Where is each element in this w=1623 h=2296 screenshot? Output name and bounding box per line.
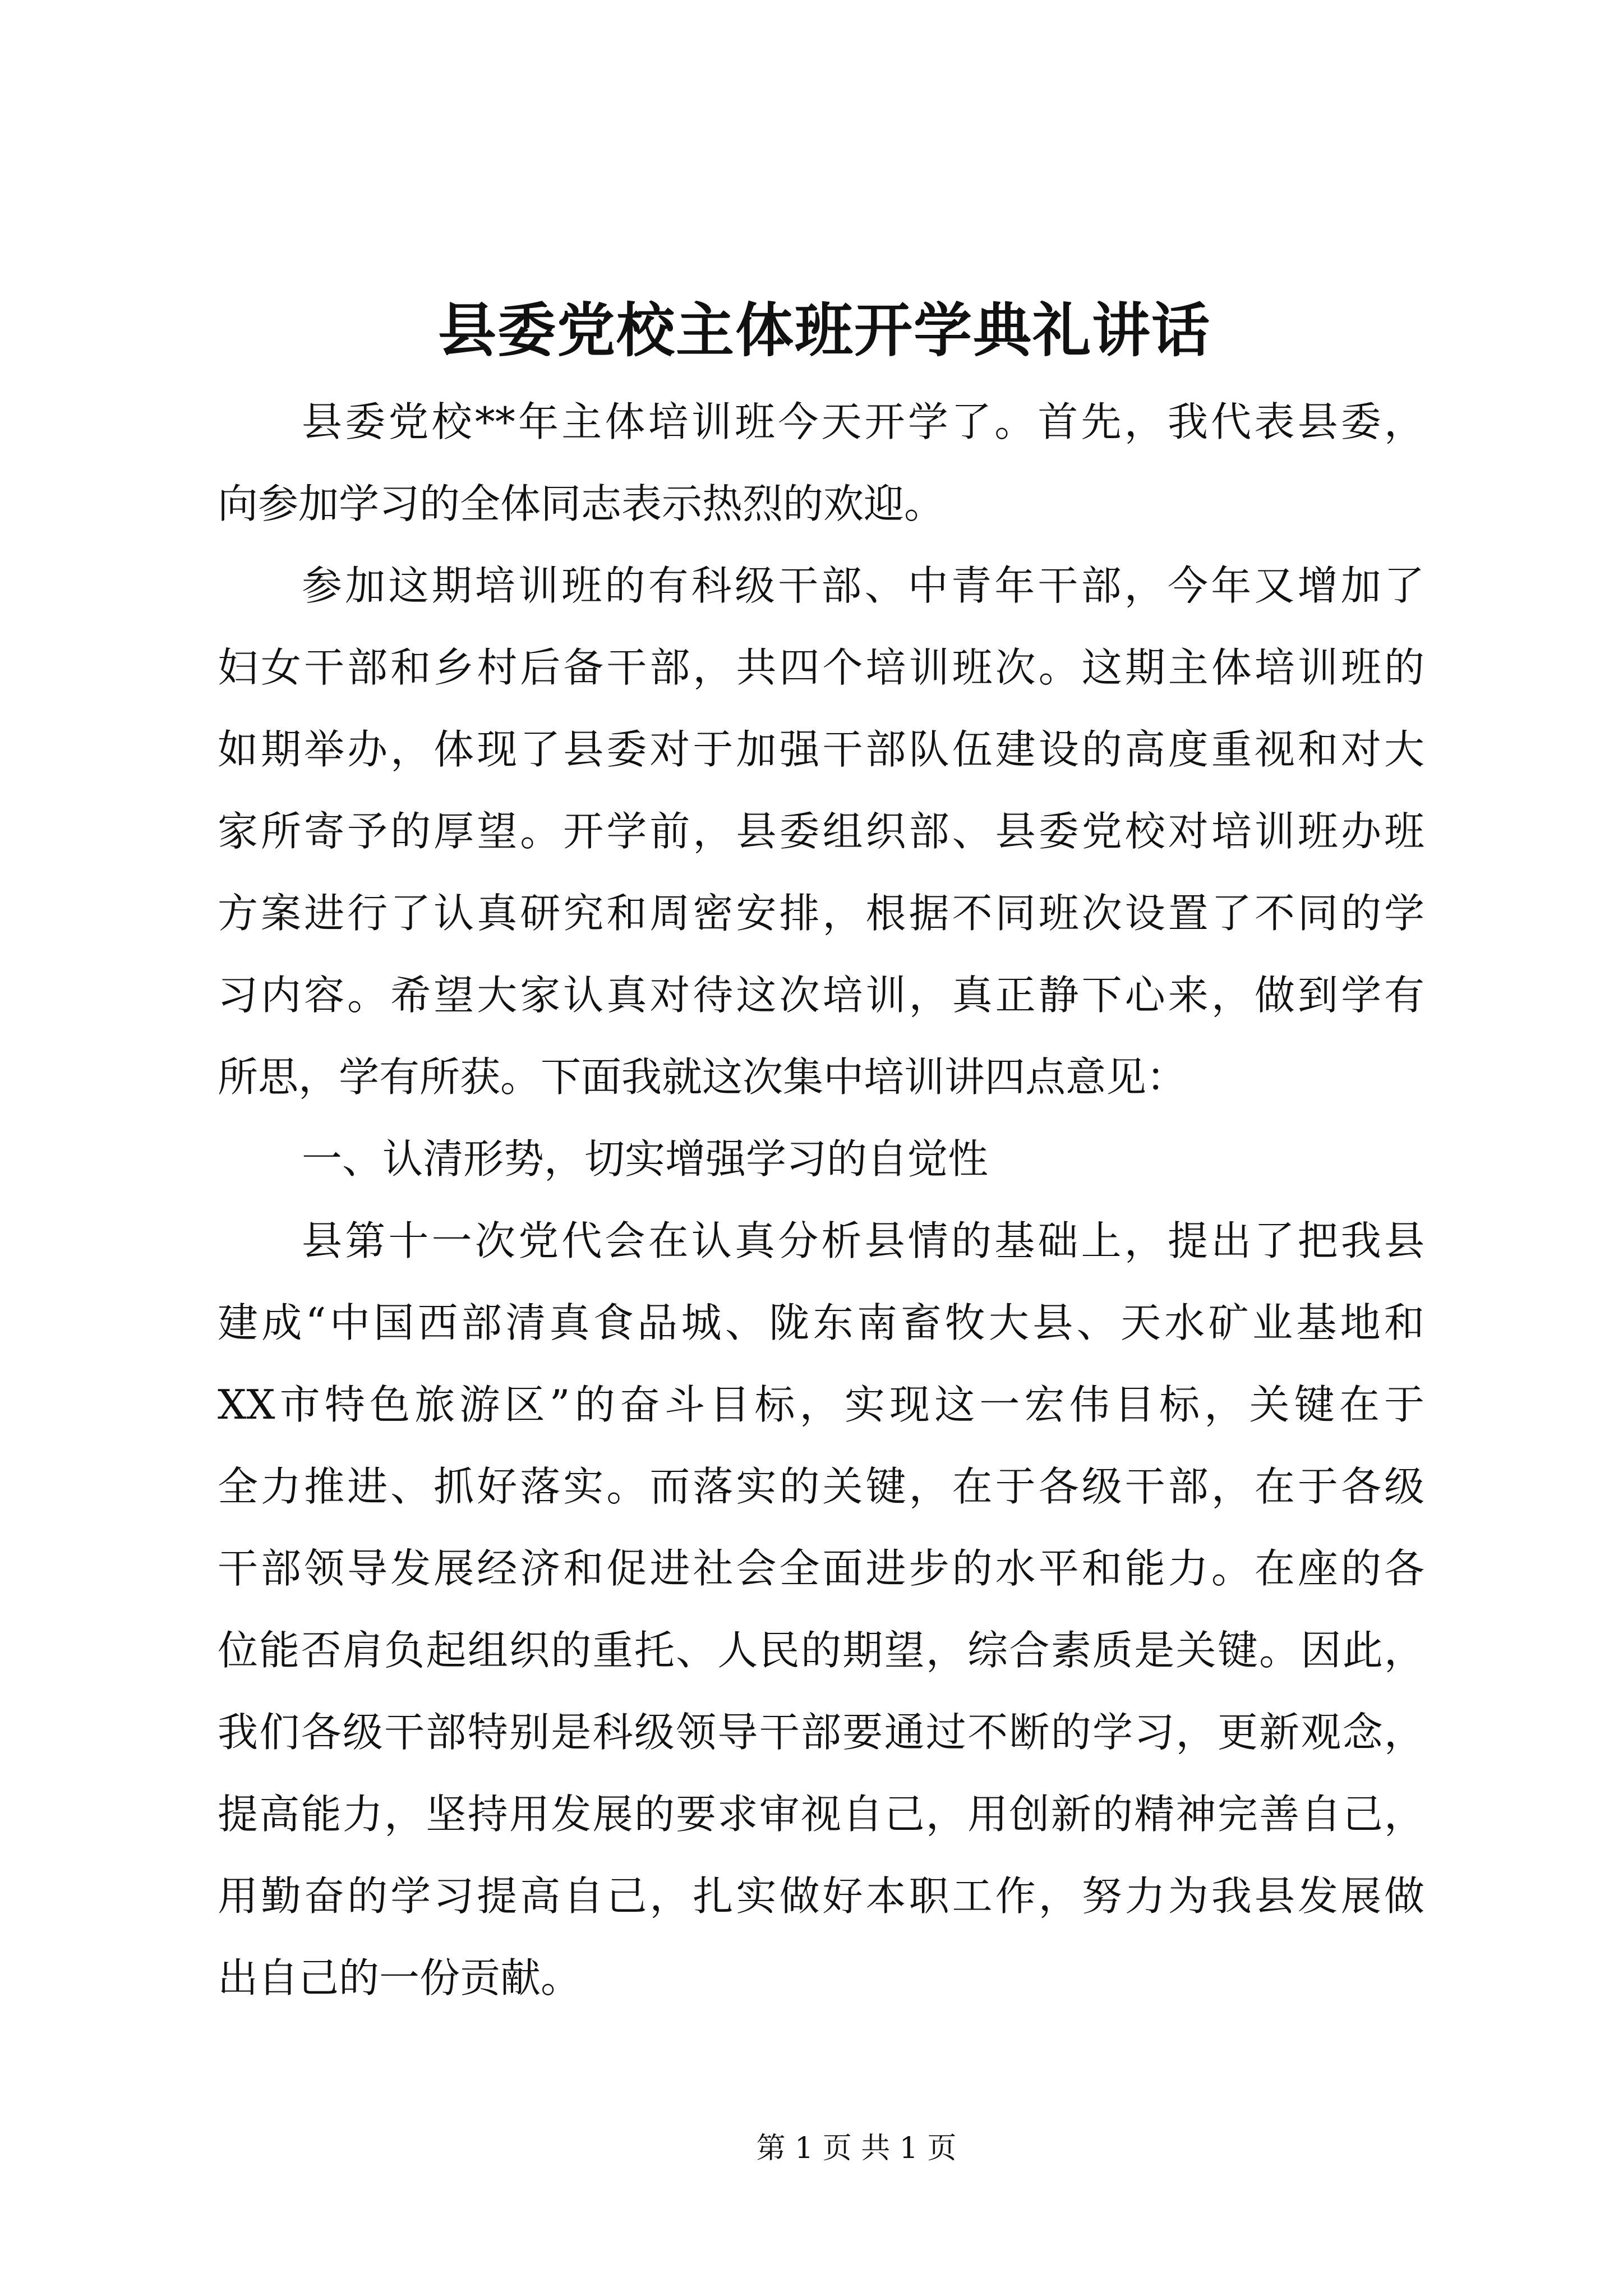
text-line: 县第十一次党代会在认真分析县情的基础上，提出了把我县: [302, 1217, 1424, 1264]
paragraph: [218, 545, 1424, 1118]
section-heading-text: 一、认清形势，切实增强学习的自觉性: [302, 1135, 989, 1182]
text-line: 全力推进、抓好落实。而落实的关键，在于各级干部，在于各级: [218, 1463, 1424, 1510]
document-body: [218, 381, 1424, 2019]
text-line: 干部领导发展经济和促进社会全面进步的水平和能力。在座的各: [218, 1545, 1424, 1592]
text-line: 如期举办，体现了县委对于加强干部队伍建设的高度重视和对大: [218, 726, 1424, 773]
text-line: 出自己的一份贡献。: [218, 1954, 582, 2001]
text-line: XX市特色旅游区”的奋斗目标，实现这一宏伟目标，关键在于: [218, 1381, 1424, 1428]
text-line: 方案进行了认真研究和周密安排，根据不同班次设置了不同的学: [218, 890, 1424, 937]
text-line: 参加这期培训班的有科级干部、中青年干部，今年又增加了: [302, 562, 1424, 609]
paragraph: [218, 381, 1424, 545]
text-line: 县委党校**年主体培训班今天开学了。首先，我代表县委，: [302, 398, 1424, 445]
text-line: 向参加学习的全体同志表示热烈的欢迎。: [218, 480, 945, 527]
document-title: 县委党校主体班开学典礼讲话: [437, 296, 1211, 365]
paragraph: [218, 1200, 1424, 2019]
text-line: 所思，学有所获。下面我就这次集中培训讲四点意见：: [218, 1053, 1187, 1101]
text-line: 家所寄予的厚望。开学前，县委组织部、县委党校对培训班办班: [218, 808, 1424, 855]
text-line: 用勤奋的学习提高自己，扎实做好本职工作，努力为我县发展做: [218, 1872, 1424, 1920]
page-number-footer: 第 1 页 共 1 页: [756, 2132, 957, 2165]
section-heading: [218, 1118, 1424, 1200]
text-line: 提高能力，坚持用发展的要求审视自己，用创新的精神完善自己，: [218, 1791, 1424, 1838]
text-line: 我们各级干部特别是科级领导干部要通过不断的学习，更新观念，: [218, 1709, 1424, 1756]
text-line: 建成“中国西部清真食品城、陇东南畜牧大县、天水矿业基地和: [218, 1299, 1424, 1346]
text-line: 习内容。希望大家认真对待这次培训，真正静下心来，做到学有: [218, 972, 1424, 1019]
text-line: 位能否肩负起组织的重托、人民的期望，综合素质是关键。因此，: [218, 1627, 1424, 1674]
text-line: 妇女干部和乡村后备干部，共四个培训班次。这期主体培训班的: [218, 644, 1424, 691]
